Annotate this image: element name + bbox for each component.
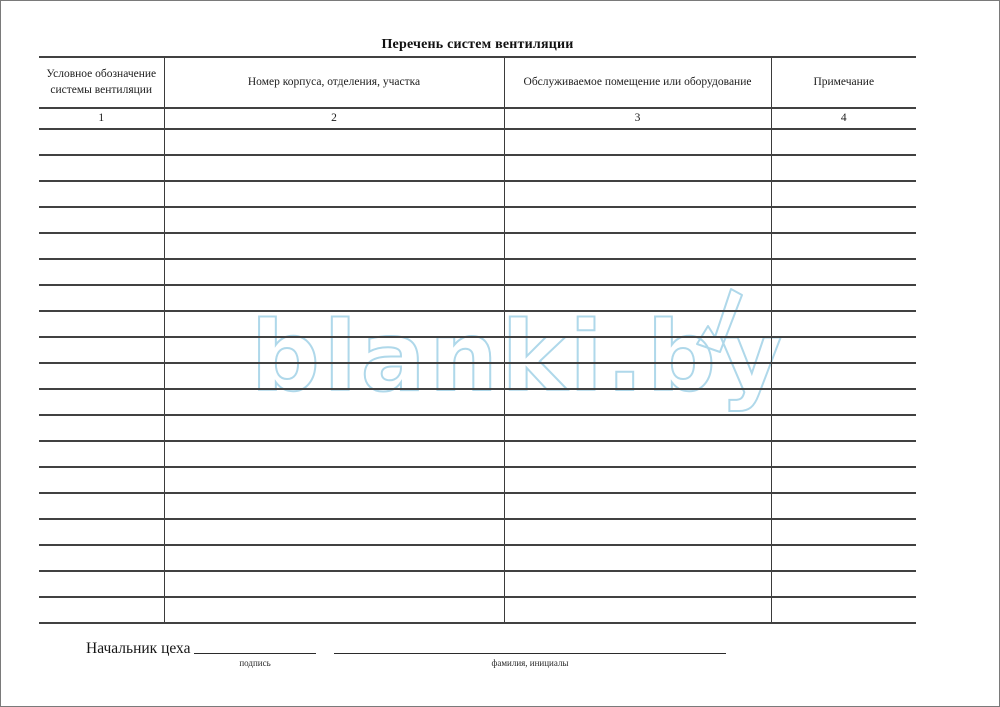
column-header-4: Примечание xyxy=(771,57,916,108)
watermark-text: blanki.by xyxy=(251,301,787,413)
empty-cell xyxy=(771,129,916,155)
empty-cell xyxy=(771,415,916,441)
empty-cell xyxy=(504,571,771,597)
table-header-row xyxy=(39,57,916,108)
empty-cell xyxy=(39,363,164,389)
empty-cell xyxy=(164,519,504,545)
empty-cell xyxy=(504,597,771,623)
ventilation-table xyxy=(39,56,916,624)
empty-cell xyxy=(39,285,164,311)
empty-cell xyxy=(39,467,164,493)
empty-cell xyxy=(164,441,504,467)
table-row xyxy=(39,207,916,233)
empty-cell xyxy=(771,181,916,207)
empty-cell xyxy=(771,311,916,337)
table-row xyxy=(39,389,916,415)
column-number-2: 2 xyxy=(164,108,504,129)
column-number-4: 4 xyxy=(771,108,916,129)
name-line xyxy=(334,653,726,654)
table-row xyxy=(39,233,916,259)
empty-cell xyxy=(771,207,916,233)
empty-cell xyxy=(504,493,771,519)
empty-cell xyxy=(39,441,164,467)
table-row xyxy=(39,467,916,493)
empty-cell xyxy=(504,233,771,259)
empty-cell xyxy=(164,415,504,441)
empty-cell xyxy=(164,155,504,181)
empty-cell xyxy=(504,129,771,155)
empty-cell xyxy=(504,389,771,415)
empty-cell xyxy=(771,441,916,467)
empty-cell xyxy=(504,363,771,389)
ventilation-table-body xyxy=(39,57,916,623)
empty-cell xyxy=(504,259,771,285)
empty-cell xyxy=(504,337,771,363)
column-number-3: 3 xyxy=(504,108,771,129)
empty-cell xyxy=(164,207,504,233)
empty-cell xyxy=(164,597,504,623)
empty-cell xyxy=(164,285,504,311)
table-row xyxy=(39,415,916,441)
table-row xyxy=(39,285,916,311)
table-row xyxy=(39,311,916,337)
empty-cell xyxy=(504,415,771,441)
empty-cell xyxy=(504,441,771,467)
column-header-2: Номер корпуса, отделения, участка xyxy=(164,57,504,108)
empty-cell xyxy=(164,545,504,571)
table-row xyxy=(39,493,916,519)
empty-cell xyxy=(771,259,916,285)
table-row xyxy=(39,129,916,155)
empty-cell xyxy=(39,389,164,415)
table-row xyxy=(39,337,916,363)
empty-cell xyxy=(39,129,164,155)
empty-cell xyxy=(504,155,771,181)
signature-line xyxy=(194,653,316,654)
table-row xyxy=(39,363,916,389)
table-row xyxy=(39,545,916,571)
empty-cell xyxy=(39,337,164,363)
signature-caption: подпись xyxy=(239,658,271,668)
empty-cell xyxy=(39,571,164,597)
empty-cell xyxy=(164,129,504,155)
empty-cell xyxy=(39,493,164,519)
empty-cell xyxy=(39,519,164,545)
empty-cell xyxy=(39,181,164,207)
empty-cell xyxy=(164,259,504,285)
table-row xyxy=(39,597,916,623)
table-row xyxy=(39,441,916,467)
empty-cell xyxy=(771,155,916,181)
table-row xyxy=(39,181,916,207)
empty-cell xyxy=(164,233,504,259)
empty-cell xyxy=(504,545,771,571)
empty-cell xyxy=(39,155,164,181)
empty-cell xyxy=(771,337,916,363)
empty-cell xyxy=(771,519,916,545)
table-row xyxy=(39,571,916,597)
signer-title-label: Начальник цеха xyxy=(86,640,191,657)
empty-cell xyxy=(771,493,916,519)
empty-cell xyxy=(164,363,504,389)
empty-cell xyxy=(164,311,504,337)
empty-cell xyxy=(771,597,916,623)
empty-cell xyxy=(39,259,164,285)
empty-cell xyxy=(164,493,504,519)
empty-cell xyxy=(504,285,771,311)
table-column-numbers-row xyxy=(39,108,916,129)
empty-cell xyxy=(771,571,916,597)
name-caption: фамилия, инициалы xyxy=(491,658,569,668)
table-row xyxy=(39,259,916,285)
empty-cell xyxy=(771,285,916,311)
empty-cell xyxy=(504,467,771,493)
empty-cell xyxy=(39,597,164,623)
column-header-1: Условное обозначение системы вентиляции xyxy=(39,57,164,108)
empty-cell xyxy=(164,571,504,597)
page-title: Перечень систем вентиляции xyxy=(381,37,574,52)
column-header-3: Обслуживаемое помещение или оборудование xyxy=(504,57,771,108)
empty-cell xyxy=(164,181,504,207)
empty-cell xyxy=(504,207,771,233)
empty-cell xyxy=(164,337,504,363)
empty-cell xyxy=(164,467,504,493)
empty-cell xyxy=(504,519,771,545)
empty-cell xyxy=(504,311,771,337)
empty-cell xyxy=(39,545,164,571)
empty-cell xyxy=(771,545,916,571)
column-number-1: 1 xyxy=(39,108,164,129)
empty-cell xyxy=(771,389,916,415)
empty-cell xyxy=(771,233,916,259)
empty-cell xyxy=(39,207,164,233)
empty-cell xyxy=(39,415,164,441)
table-row xyxy=(39,155,916,181)
empty-cell xyxy=(39,233,164,259)
empty-cell xyxy=(504,181,771,207)
empty-cell xyxy=(39,311,164,337)
empty-cell xyxy=(164,389,504,415)
empty-cell xyxy=(771,363,916,389)
table-row xyxy=(39,519,916,545)
empty-cell xyxy=(771,467,916,493)
